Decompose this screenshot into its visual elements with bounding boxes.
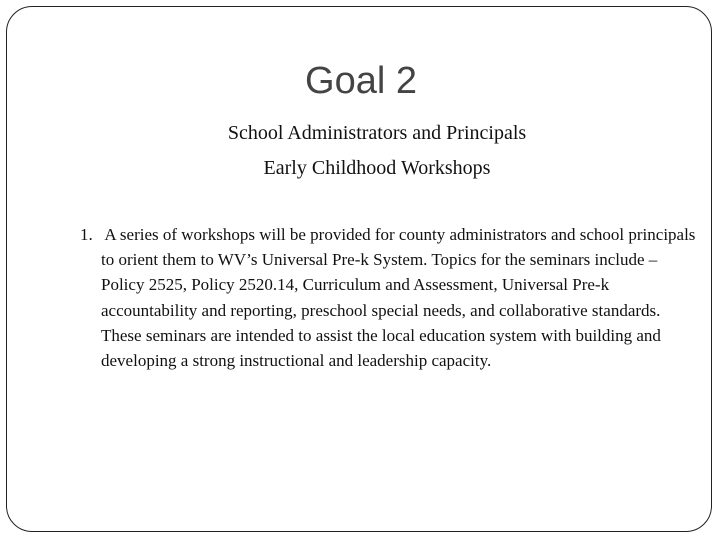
subtitle-line-2: Early Childhood Workshops	[263, 157, 491, 179]
slide-title: Goal 2	[305, 60, 417, 102]
numbered-list-item	[80, 222, 700, 373]
list-item-number: 1.	[80, 225, 93, 244]
subtitle-line-1: School Administrators and Principals	[227, 122, 527, 144]
list-item-text: A series of workshops will be provided for county administrators and school principals to orient them to WV’s Universal Pre-k System. Topics for the seminars include – Policy 2525, Policy 2520.14, Curriculum and Assessment, Universal Pre-k accountability and reporting, preschool special needs, and collaborative standards. These seminars are intended to assist the local education system with building and developing a strong instructional and leadership capacity.	[101, 225, 696, 371]
